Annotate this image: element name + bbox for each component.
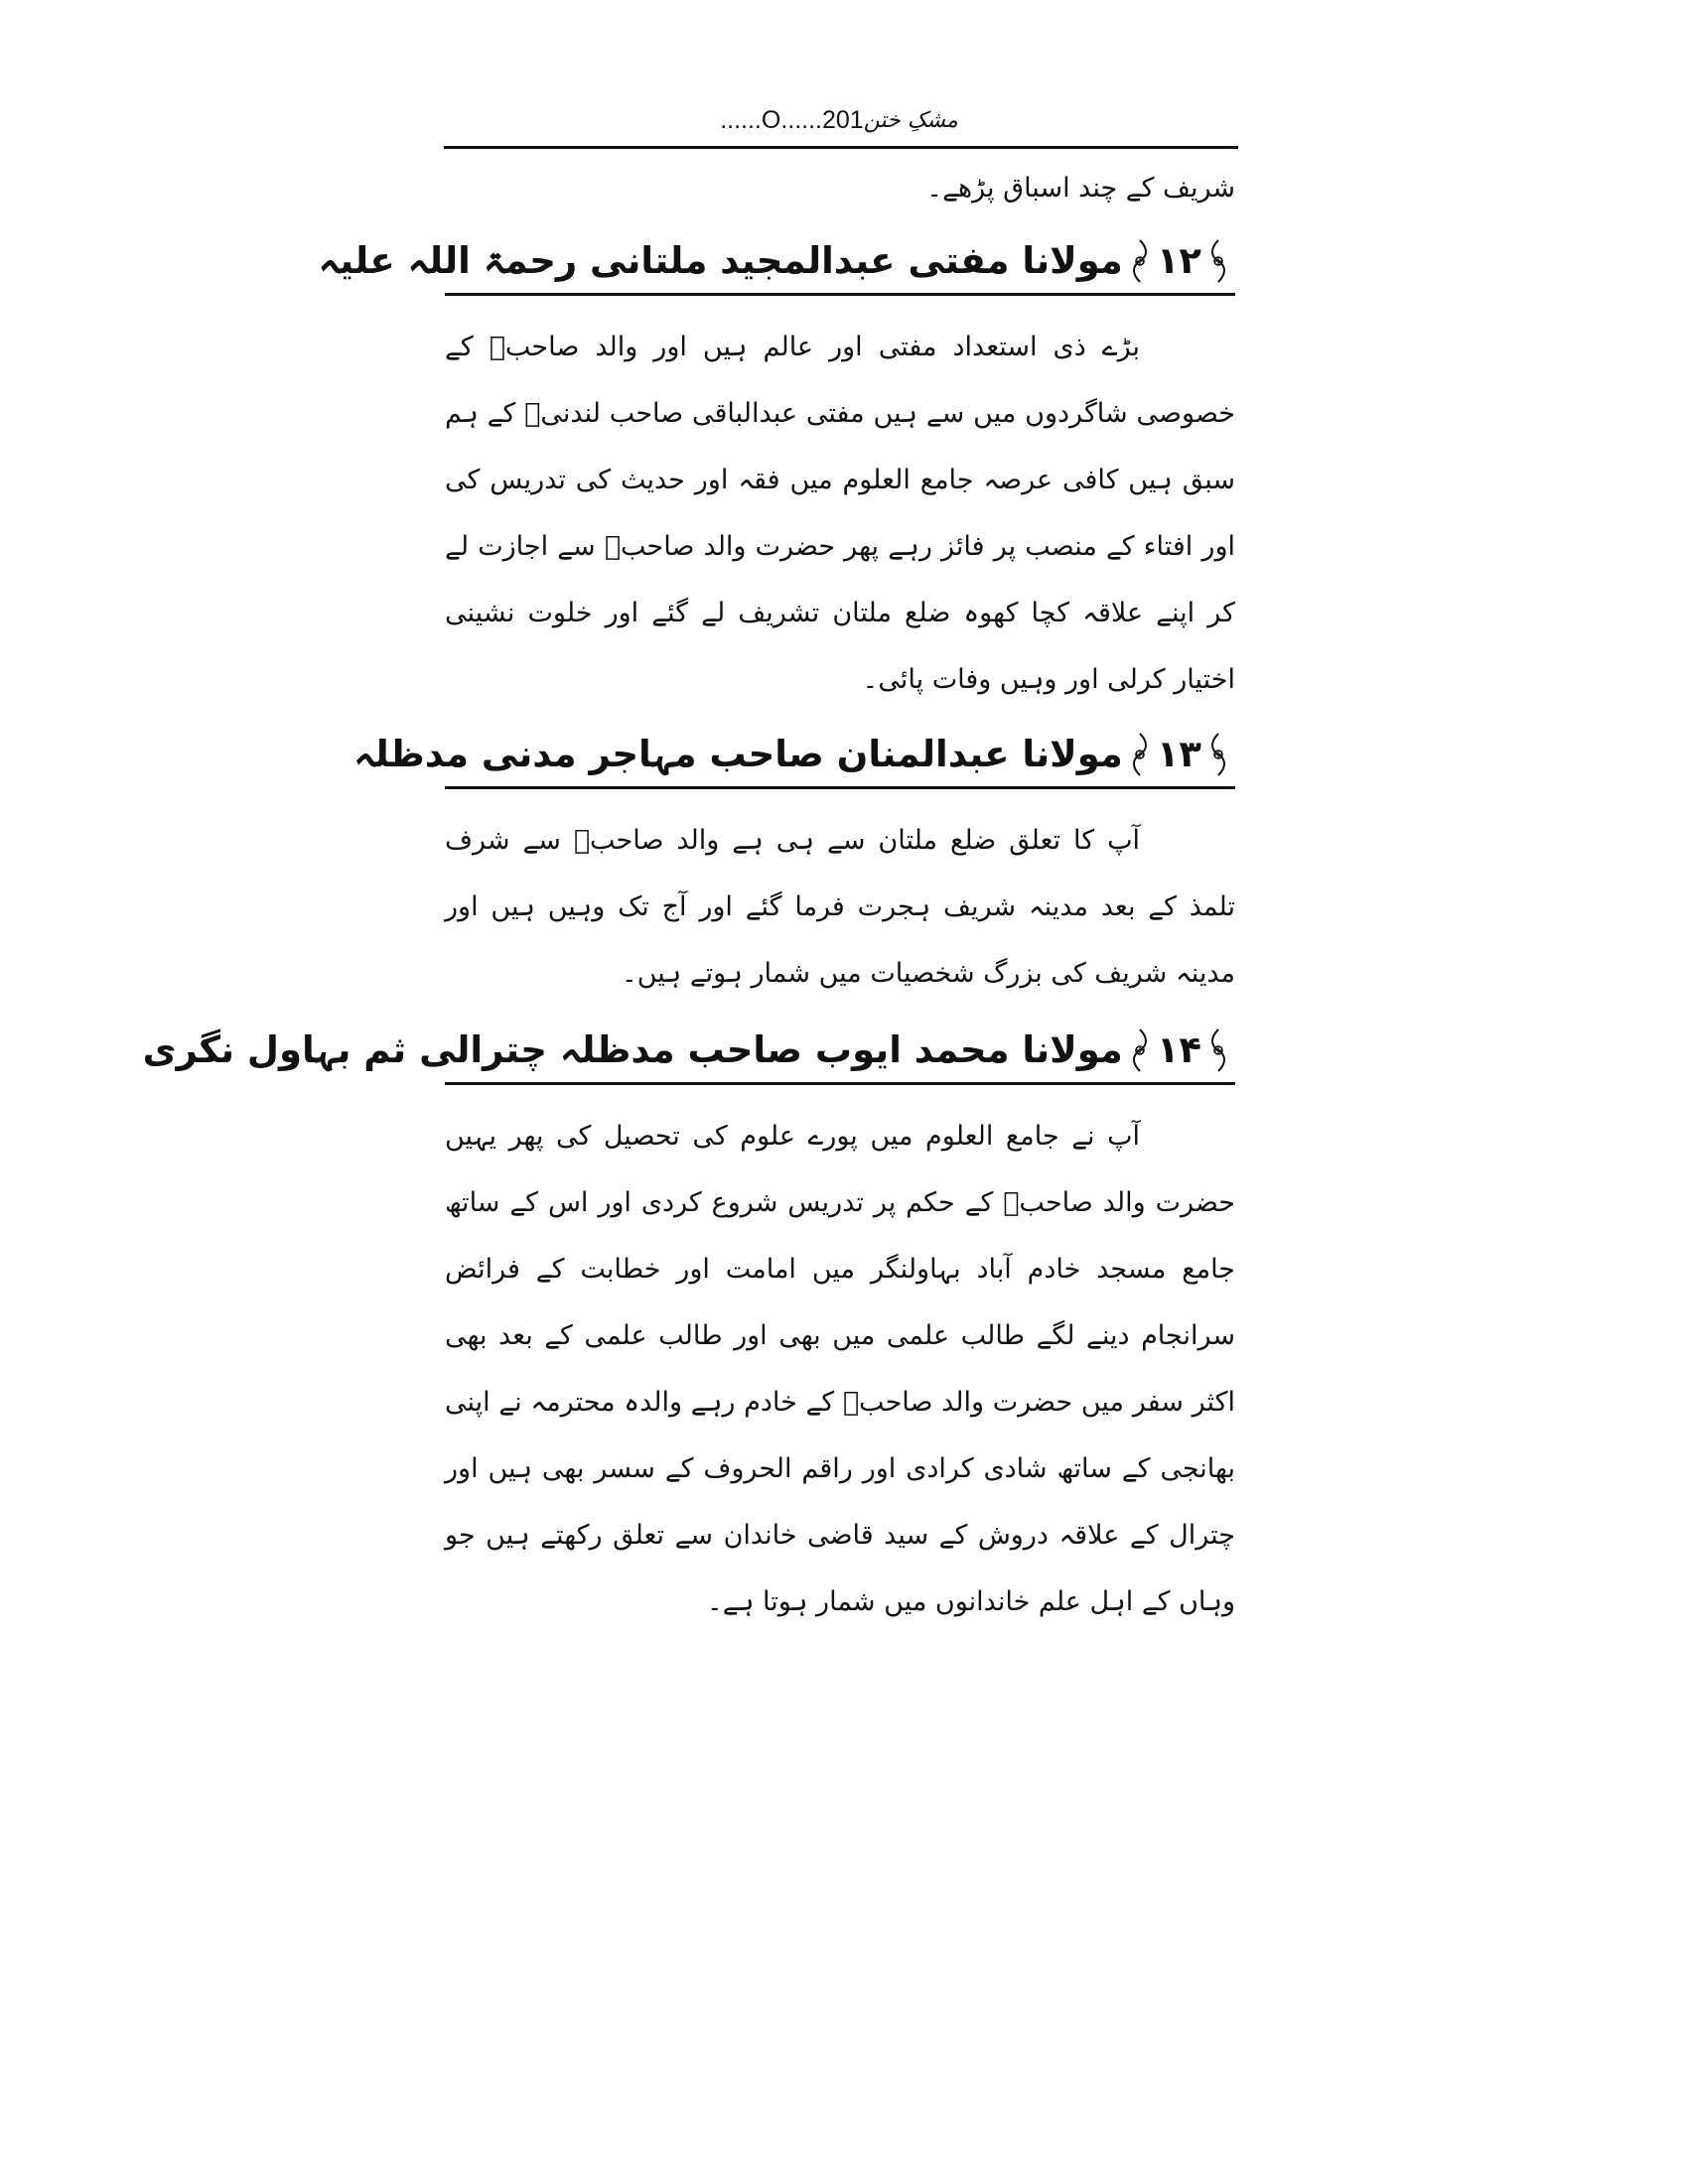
floral-ornament-icon xyxy=(1205,238,1231,284)
section-number: ۱۴ xyxy=(1156,1028,1201,1071)
floral-ornament-icon xyxy=(1127,1027,1153,1073)
section-number: ۱۳ xyxy=(1156,733,1201,775)
page-number: 201 xyxy=(822,105,864,134)
section-title: مولانا عبدالمنان صاحب مہاجر مدنی مدظلہ xyxy=(353,733,1123,775)
section-paragraph: بڑے ذی استعداد مفتی اور عالم ہیں اور والد صاحبؒ کے خصوصی شاگردوں میں سے ہیں مفتی عبدالباقی صاحب لندنیؒ کے ہم سبق ہیں کافی عرصہ جامع العلوم میں فقہ اور حدیث کی تدریس کی اور افتاء کے منصب پر فائز رہے پھر حضرت والد صاحبؒ سے اجازت لے کر اپنے علاقہ کچا کھوہ ضلع ملتان تشریف لے گئے اور خلوت نشینی اختیار کرلی اور وہیں وفات پائی۔ xyxy=(445,332,1235,695)
continuation-paragraph: شریف کے چند اسباق پڑھے۔ xyxy=(926,173,1235,204)
section-heading-14 xyxy=(142,1019,1235,1085)
page-number-separator xyxy=(720,106,864,135)
section-title: مولانا محمد ایوب صاحب مدظلہ چترالی ثم بہاول نگری xyxy=(142,1028,1123,1071)
section-heading-12 xyxy=(318,229,1235,296)
section-number: ۱۲ xyxy=(1156,239,1201,282)
header-separator: ......O...... xyxy=(720,105,822,134)
section-paragraph: آپ کا تعلق ضلع ملتان سے ہی ہے والد صاحبؒ سے شرف تلمذ کے بعد مدینہ شریف ہجرت فرما گئے اور آج تک وہیں ہیں اور مدینہ شریف کی بزرگ شخصیات میں شمار ہوتے ہیں۔ xyxy=(445,825,1235,989)
section-paragraph: آپ نے جامع العلوم میں پورے علوم کی تحصیل کی پھر یہیں حضرت والد صاحبؒ کے حکم پر تدریس شروع کردی اور اس کے ساتھ جامع مسجد خادم آباد بہاولنگر میں امامت اور خطابت کے فرائض سرانجام دینے لگے طالب علمی میں بھی اور طالب علمی کے بعد بھی اکثر سفر میں حضرت والد صاحبؒ کے خادم رہے والدہ محترمہ نے اپنی بھانجی کے ساتھ شادی کرادی اور راقم الحروف کے سسر بھی ہیں اور چترال کے علاقہ دروش کے سید قاضی خاندان سے تعلق رکھتے ہیں جو وہاں کے اہل علم خاندانوں میں شمار ہوتا ہے۔ xyxy=(445,1121,1235,1617)
page-content xyxy=(142,149,1235,1635)
floral-ornament-icon xyxy=(1205,732,1231,777)
page-header xyxy=(442,95,1236,145)
book-title: مشکِ ختن xyxy=(863,107,958,133)
floral-ornament-icon xyxy=(1127,732,1153,777)
section-title: مولانا مفتی عبدالمجید ملتانی رحمۃ اللہ علیہ xyxy=(318,239,1123,282)
section-heading-13 xyxy=(353,723,1235,789)
floral-ornament-icon xyxy=(1127,238,1153,284)
floral-ornament-icon xyxy=(1205,1027,1231,1073)
